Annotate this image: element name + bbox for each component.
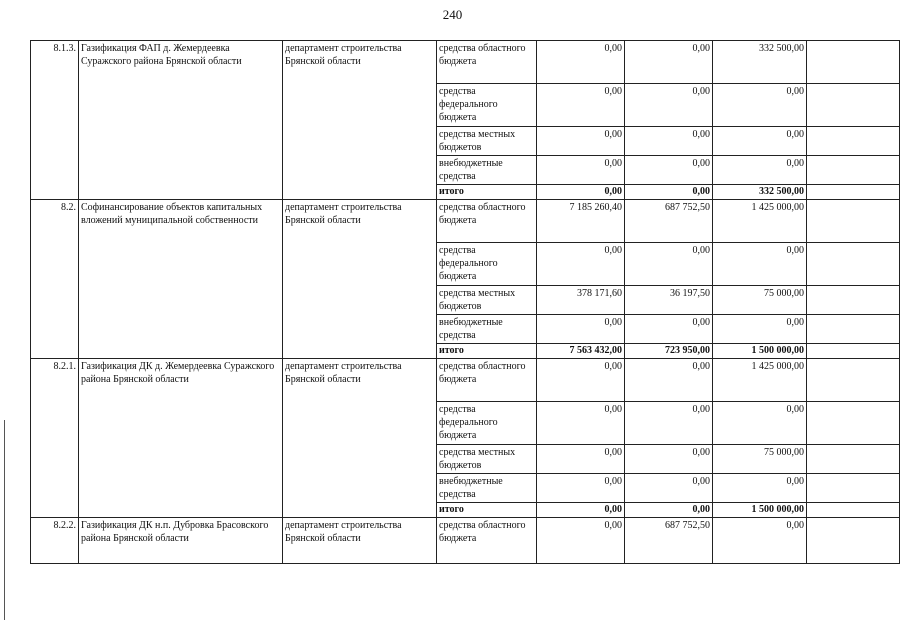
amount-col-1: 0,00	[537, 503, 625, 518]
page-number: 240	[442, 7, 463, 22]
amount-col-3: 1 500 000,00	[713, 344, 807, 359]
row-name: Софинансирование объектов капитальных вложений муниципальной собственности	[79, 200, 283, 359]
amount-col-1: 0,00	[537, 359, 625, 402]
row-code: 8.1.3.	[31, 41, 79, 200]
amount-col-2: 687 752,50	[625, 518, 713, 564]
empty-cell	[807, 41, 900, 84]
row-executor: департамент строительства Брянской области	[283, 518, 437, 564]
empty-cell	[807, 518, 900, 564]
amount-col-3: 0,00	[713, 402, 807, 445]
funding-source-label: средства областного бюджета	[437, 41, 537, 84]
funding-source-label: итого	[437, 185, 537, 200]
row-executor: департамент строительства Брянской области	[283, 41, 437, 200]
table-row	[31, 359, 900, 402]
amount-col-1: 0,00	[537, 315, 625, 344]
amount-col-1: 0,00	[537, 156, 625, 185]
empty-cell	[807, 286, 900, 315]
row-name: Газификация ФАП д. Жемердеевка Суражского района Брянской области	[79, 41, 283, 200]
amount-col-2: 0,00	[625, 402, 713, 445]
funding-source-label: внебюджетные средства	[437, 156, 537, 185]
amount-col-2: 0,00	[625, 359, 713, 402]
funding-source-label: внебюджетные средства	[437, 474, 537, 503]
amount-col-3: 75 000,00	[713, 286, 807, 315]
funding-source-label: итого	[437, 503, 537, 518]
amount-col-2: 0,00	[625, 41, 713, 84]
amount-col-3: 0,00	[713, 243, 807, 286]
table-row	[31, 518, 900, 564]
funding-source-label: средства местных бюджетов	[437, 445, 537, 474]
amount-col-3: 332 500,00	[713, 185, 807, 200]
amount-col-2: 0,00	[625, 156, 713, 185]
empty-cell	[807, 243, 900, 286]
amount-col-3: 0,00	[713, 156, 807, 185]
amount-col-1: 0,00	[537, 41, 625, 84]
row-code: 8.2.2.	[31, 518, 79, 564]
row-name: Газификация ДК н.п. Дубровка Брасовского района Брянской области	[79, 518, 283, 564]
amount-col-1: 0,00	[537, 402, 625, 445]
amount-col-2: 0,00	[625, 445, 713, 474]
amount-col-3: 1 425 000,00	[713, 200, 807, 243]
amount-col-1: 0,00	[537, 518, 625, 564]
amount-col-3: 332 500,00	[713, 41, 807, 84]
amount-col-3: 0,00	[713, 127, 807, 156]
funding-source-label: средства местных бюджетов	[437, 127, 537, 156]
funding-source-label: внебюджетные средства	[437, 315, 537, 344]
empty-cell	[807, 156, 900, 185]
amount-col-1: 0,00	[537, 127, 625, 156]
amount-col-2: 0,00	[625, 127, 713, 156]
row-executor: департамент строительства Брянской области	[283, 200, 437, 359]
empty-cell	[807, 359, 900, 402]
amount-col-2: 0,00	[625, 243, 713, 286]
amount-col-2: 723 950,00	[625, 344, 713, 359]
funding-source-label: итого	[437, 344, 537, 359]
empty-cell	[807, 127, 900, 156]
funding-source-label: средства областного бюджета	[437, 200, 537, 243]
row-code: 8.2.1.	[31, 359, 79, 518]
empty-cell	[807, 503, 900, 518]
row-executor: департамент строительства Брянской области	[283, 359, 437, 518]
empty-cell	[807, 200, 900, 243]
empty-cell	[807, 315, 900, 344]
funding-source-label: средства федерального бюджета	[437, 84, 537, 127]
empty-cell	[807, 84, 900, 127]
funding-source-label: средства федерального бюджета	[437, 402, 537, 445]
amount-col-3: 0,00	[713, 315, 807, 344]
empty-cell	[807, 344, 900, 359]
amount-col-3: 0,00	[713, 474, 807, 503]
empty-cell	[807, 474, 900, 503]
table-row	[31, 41, 900, 84]
amount-col-1: 0,00	[537, 474, 625, 503]
amount-col-3: 1 425 000,00	[713, 359, 807, 402]
empty-cell	[807, 402, 900, 445]
budget-table-body	[31, 41, 900, 564]
amount-col-2: 0,00	[625, 84, 713, 127]
row-name: Газификация ДК д. Жемердеевка Суражского района Брянской области	[79, 359, 283, 518]
amount-col-2: 687 752,50	[625, 200, 713, 243]
funding-source-label: средства федерального бюджета	[437, 243, 537, 286]
amount-col-3: 1 500 000,00	[713, 503, 807, 518]
empty-cell	[807, 185, 900, 200]
empty-cell	[807, 445, 900, 474]
amount-col-2: 0,00	[625, 185, 713, 200]
amount-col-3: 75 000,00	[713, 445, 807, 474]
amount-col-1: 7 185 260,40	[537, 200, 625, 243]
amount-col-1: 0,00	[537, 445, 625, 474]
funding-source-label: средства областного бюджета	[437, 518, 537, 564]
amount-col-1: 7 563 432,00	[537, 344, 625, 359]
amount-col-3: 0,00	[713, 518, 807, 564]
amount-col-2: 0,00	[625, 503, 713, 518]
funding-source-label: средства местных бюджетов	[437, 286, 537, 315]
amount-col-1: 378 171,60	[537, 286, 625, 315]
funding-source-label: средства областного бюджета	[437, 359, 537, 402]
scan-margin-line	[4, 420, 5, 620]
amount-col-1: 0,00	[537, 84, 625, 127]
amount-col-1: 0,00	[537, 185, 625, 200]
row-code: 8.2.	[31, 200, 79, 359]
budget-table	[30, 40, 900, 564]
table-row	[31, 200, 900, 243]
amount-col-1: 0,00	[537, 243, 625, 286]
amount-col-2: 0,00	[625, 474, 713, 503]
amount-col-3: 0,00	[713, 84, 807, 127]
amount-col-2: 36 197,50	[625, 286, 713, 315]
amount-col-2: 0,00	[625, 315, 713, 344]
